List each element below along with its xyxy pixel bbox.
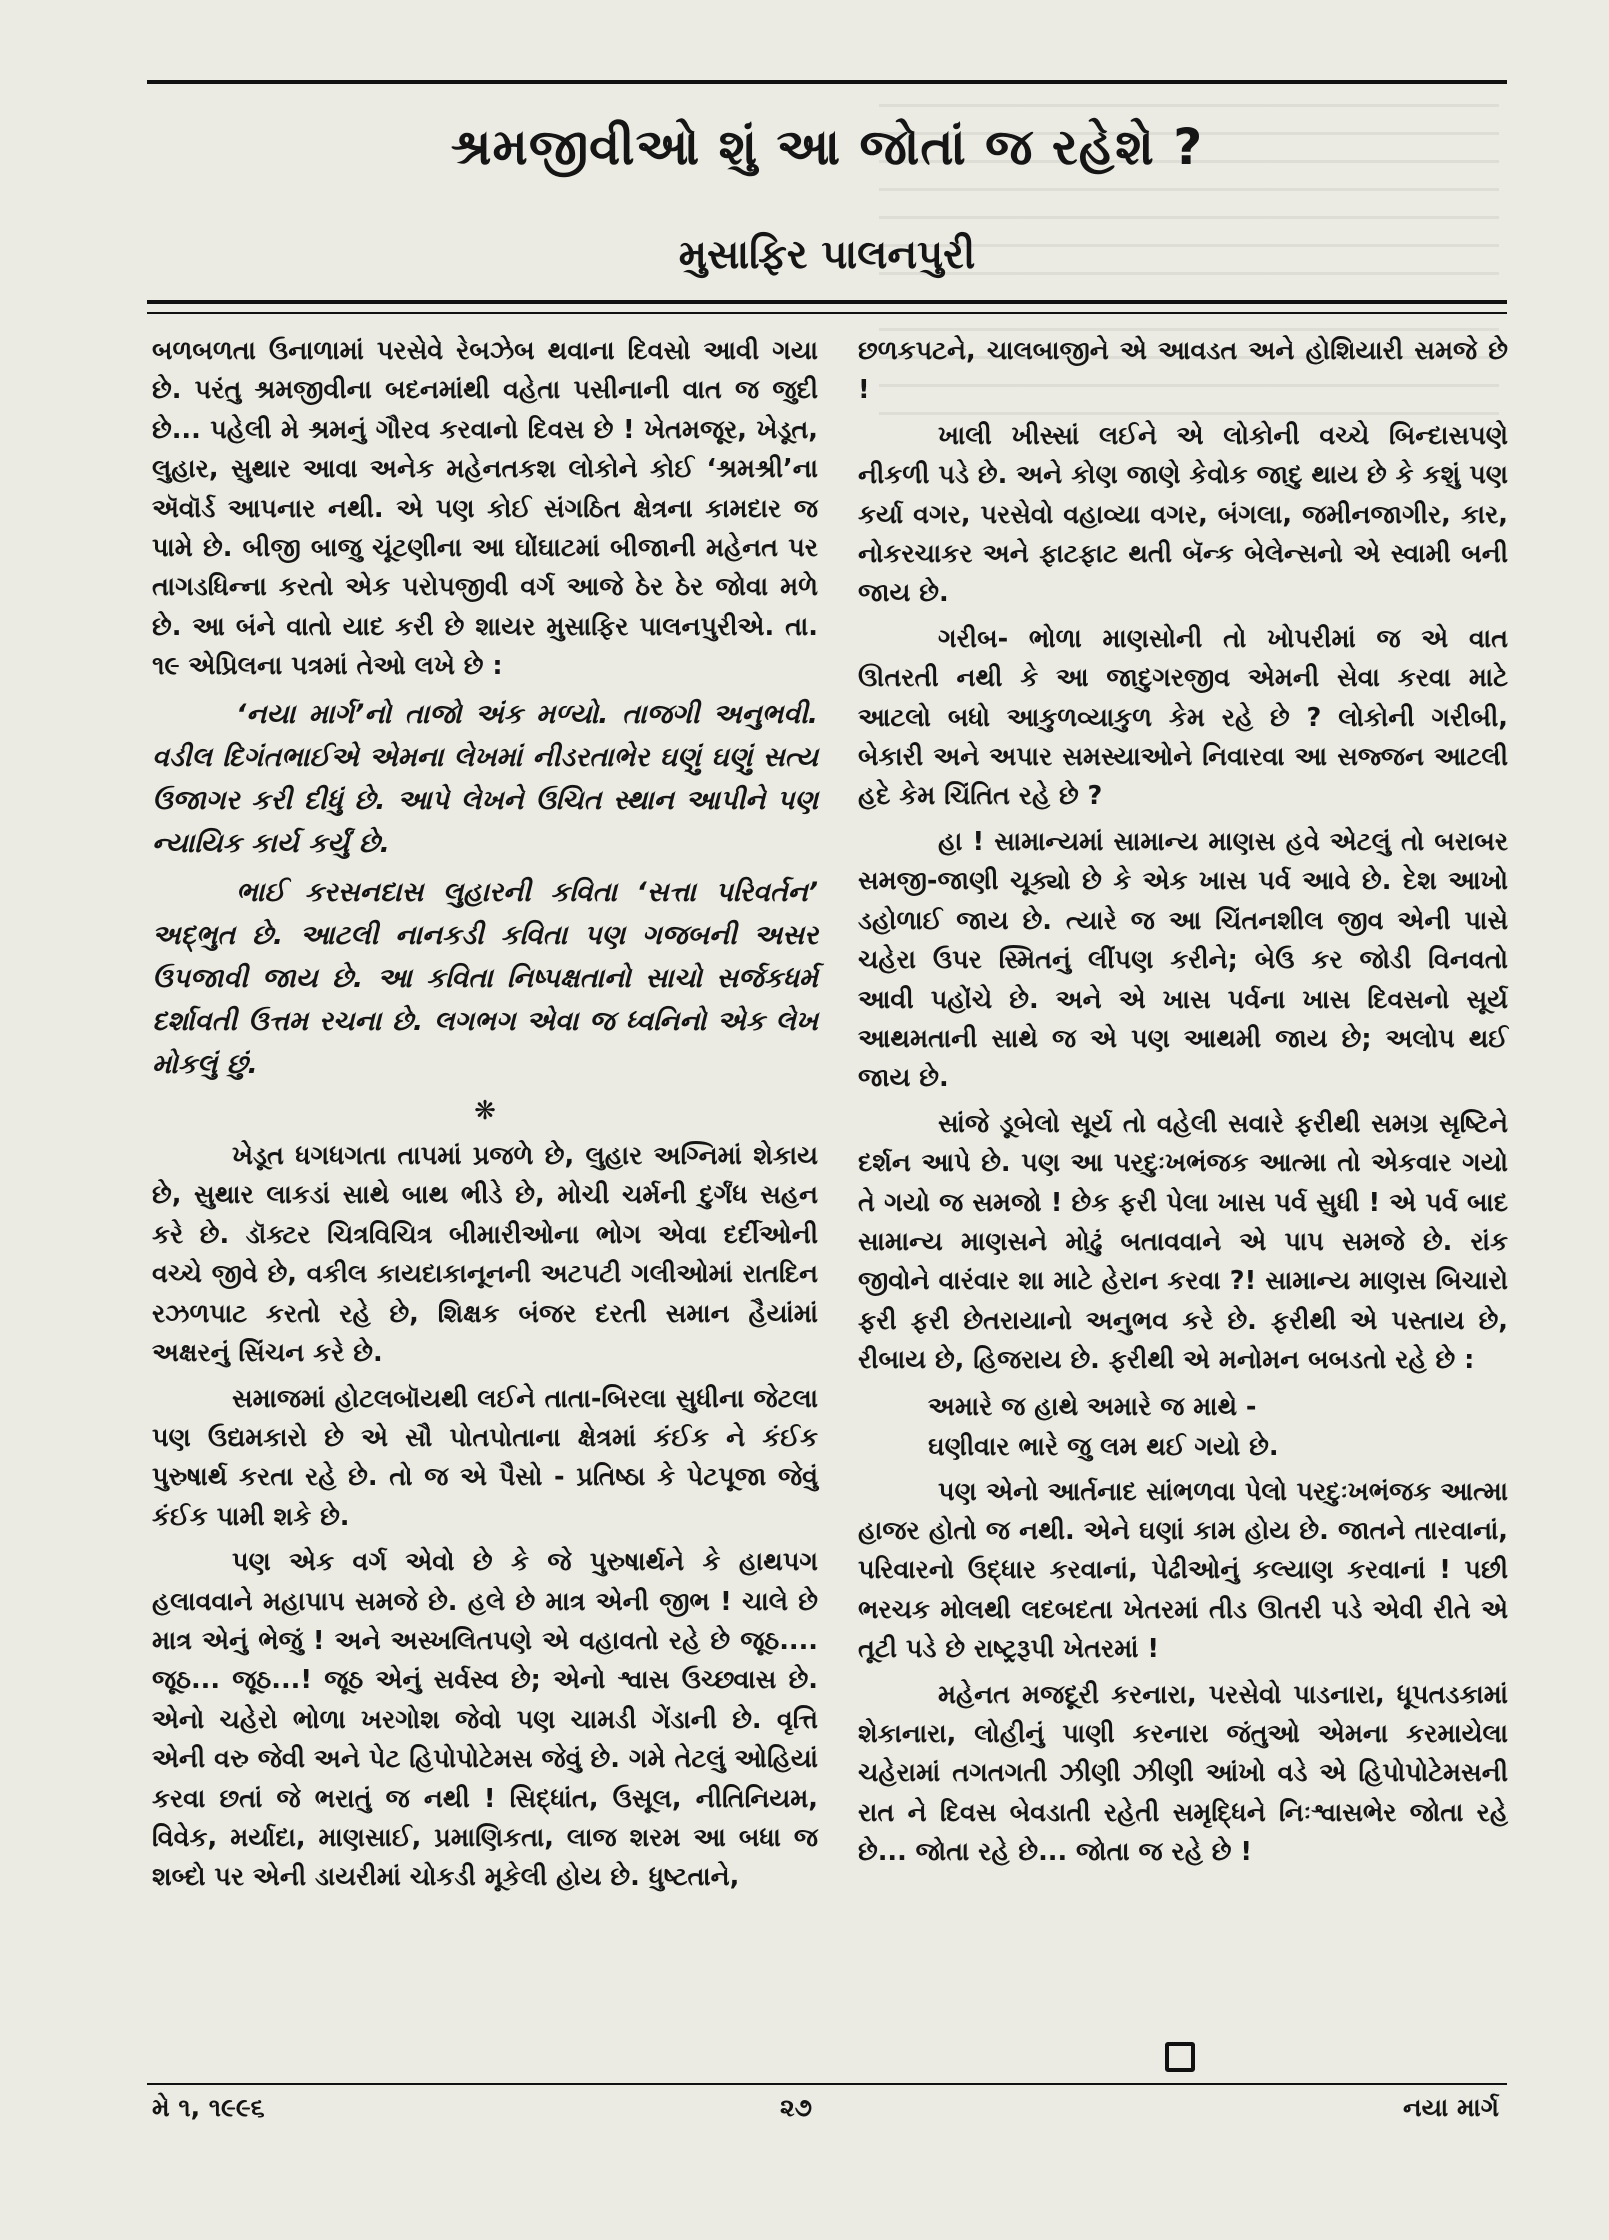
body-paragraph: મહેનત મજદૂરી કરનારા, પરસેવો પાડનારા, ધૂપતડકામાં શેકાનારા, લોહીનું પાણી કરનારા જંતુઓ એમના કરમાયેલા ચહેરામાં તગતગતી ઝીણી ઝીણી આંખો વડે એ હિપોપોટેમસની રાત ને દિવસ બેવડાતી રહેતી સમૃદ્ધિને નિઃશ્વાસભેર જોતા રહે છે... જોતા રહે છે... જોતા જ રહે છે ! (858, 1679, 1508, 1868)
end-mark-icon (1165, 2042, 1195, 2072)
letter-paragraph: ભાઈ કરસનદાસ લુહારની કવિતા ‘સત્તા પરિવર્તન’ અદ્ભુત છે. આટલી નાનકડી કવિતા પણ ગજબની અસર ઉપજાવી જાય છે. આ કવિતા નિષ્પક્ષતાનો સાચો સર્જકધર્મ દર્શાવતી ઉત્તમ રચના છે. લગભગ એવા જ ધ્વનિનો એક લેખ મોકલું છું. (152, 876, 818, 1080)
poem-line: ઘણીવાર ભારે જુ લમ થઈ ગયો છે. (928, 1431, 1279, 1462)
intro-paragraph: બળબળતા ઉનાળામાં પરસેવે રેબઝેબ થવાના દિવસો આવી ગયા છે. પરંતુ શ્રમજીવીના બદનમાંથી વહેતા પસીનાની વાત જ જુદી છે... પહેલી મે શ્રમનું ગૌરવ કરવાનો દિવસ છે ! ખેતમજૂર, ખેડૂત, લુહાર, સુથાર આવા અનેક મહેનતકશ લોકોને કોઈ ‘શ્રમશ્રી’ના ઍવૉર્ડ આપનાર નથી. એ પણ કોઈ સંગઠિત ક્ષેત્રના કામદાર જ પામે છે. બીજી બાજુ ચૂંટણીના આ ઘોંઘાટમાં બીજાની મહેનત પર તાગડધિન્ના કરતો એક પરોપજીવી વર્ગ આજે ઠેર ઠેર જોવા મળે છે. આ બંને વાતો યાદ કરી છે શાયર મુસાફિર પાલનપુરીએ. તા. ૧૯ એપ્રિલના પત્રમાં તેઓ લખે છે : (152, 336, 818, 682)
left-column (152, 332, 818, 1904)
publication-name: નયા માર્ગ (1403, 2093, 1499, 2122)
body-paragraph: ગરીબ- ભોળા માણસોની તો ખોપરીમાં જ એ વાત ઊતરતી નથી કે આ જાદુગરજીવ એમની સેવા કરવા માટે આટલો બધો આકુળવ્યાકુળ કેમ રહે છે ? લોકોની ગરીબી, બેકારી અને અપાર સમસ્યાઓને નિવારવા આ સજ્જન આટલી હદે કેમ ચિંતિત રહે છે ? (858, 623, 1508, 812)
top-rule (147, 80, 1507, 84)
article-title: શ્રમજીવીઓ શું આ જોતાં જ રહેશે ? (450, 118, 1204, 176)
body-paragraph: સમાજમાં હોટલબૉયથી લઈને તાતા-બિરલા સુધીના જેટલા પણ ઉદ્યમકારો છે એ સૌ પોતપોતાના ક્ષેત્રમાં કંઈક ને કંઈક પુરુષાર્થ કરતા રહે છે. તો જ એ પૈસો - પ્રતિષ્ઠા કે પેટપૂજા જેવું કંઈક પામી શકે છે. (152, 1383, 818, 1532)
poem-line: અમારે જ હાથે અમારે જ માથે - (928, 1391, 1257, 1422)
body-paragraph: હા ! સામાન્યમાં સામાન્ય માણસ હવે એટલું તો બરાબર સમજી-જાણી ચૂક્યો છે કે એક ખાસ પર્વ આવે છે. દેશ આખો ડહોળાઈ જાય છે. ત્યારે જ આ ચિંતનશીલ જીવ એની પાસે ચહેરા ઉપર સ્મિતનું લીંપણ કરીને; બેઉ કર જોડી વિનવતો આવી પહોંચે છે. અને એ ખાસ પર્વના ખાસ દિવસનો સૂર્ય આથમતાની સાથે જ એ પણ આથમી જાય છે; અલોપ થઈ જાય છે. (858, 826, 1508, 1094)
footer-date: મે ૧, ૧૯૯૬ (152, 2093, 265, 2122)
page-number: ૨૭ (780, 2093, 813, 2122)
body-paragraph: સાંજે ડૂબેલો સૂર્ય તો વહેલી સવારે ફરીથી સમગ્ર સૃષ્ટિને દર્શન આપે છે. પણ આ પરદુઃખભંજક આત્મા તો એકવાર ગયો તે ગયો જ સમજો ! છેક ફરી પેલા ખાસ પર્વ સુધી ! એ પર્વ બાદ સામાન્ય માણસને મોઢું બતાવવાને એ પાપ સમજે છે. રાંક જીવોને વારંવાર શા માટે હેરાન કરવા ?! સામાન્ય માણસ બિચારો ફરી ફરી છેતરાયાનો અનુભવ કરે છે. ફરીથી એ પસ્તાય છે, રીબાય છે, હિજરાય છે. ફરીથી એ મનોમન બબડતો રહે છે : (858, 1108, 1508, 1376)
header-rule-thin (147, 312, 1507, 314)
footer-rule (147, 2083, 1507, 2085)
body-paragraph: ખેડૂત ધગધગતા તાપમાં પ્રજળે છે, લુહાર અગ્નિમાં શેકાય છે, સુથાર લાકડાં સાથે બાથ ભીડે છે, મોચી ચર્મની દુર્ગંધ સહન કરે છે. ડૉક્ટર ચિત્રવિચિત્ર બીમારીઓના ભોગ એવા દર્દીઓની વચ્ચે જીવે છે, વકીલ કાયદાકાનૂનની અટપટી ગલીઓમાં રાતદિન રઝળપાટ કરતો રહે છે, શિક્ષક બંજર દરતી સમાન હૈયાંમાં અક્ષરનું સિંચન કરે છે. (152, 1141, 818, 1369)
body-paragraph: પણ એનો આર્તનાદ સાંભળવા પેલો પરદુઃખભંજક આત્મા હાજર હોતો જ નથી. એને ઘણાં કામ હોય છે. જાતને તારવાનાં, પરિવારનો ઉદ્ધાર કરવાનાં, પેઢીઓનું કલ્યાણ કરવાનાં ! પછી ભરચક મોલથી લદબદતા ખેતરમાં તીડ ઊતરી પડે એવી રીતે એ તૂટી પડે છે રાષ્ટ્રરૂપી ખેતરમાં ! (858, 1476, 1508, 1665)
article-author: મુસાફિર પાલનપુરી (678, 232, 976, 278)
letter-paragraph: ‘નયા માર્ગ’નો તાજો અંક મળ્યો. તાજગી અનુભવી. વડીલ દિગંતભાઈએ એમના લેખમાં નીડરતાભેર ઘણું ઘણું સત્ય ઉજાગર કરી દીધું છે. આપે લેખને ઉચિત સ્થાન આપીને પણ ન્યાયિક કાર્ય કર્યું છે. (152, 698, 818, 859)
body-paragraph: ખાલી ખીસ્સાં લઈને એ લોકોની વચ્ચે બિન્દાસપણે નીકળી પડે છે. અને કોણ જાણે કેવોક જાદુ થાય છે કે કશું પણ કર્યા વગર, પરસેવો વહાવ્યા વગર, બંગલા, જમીનજાગીર, કાર, નોકરચાકર અને ફાટફાટ થતી બૅન્ક બેલેન્સનો એ સ્વામી બની જાય છે. (858, 420, 1508, 609)
header-rule (147, 300, 1507, 304)
body-paragraph: પણ એક વર્ગ એવો છે કે જે પુરુષાર્થને કે હાથપગ હલાવવાને મહાપાપ સમજે છે. હલે છે માત્ર એની જીભ ! ચાલે છે માત્ર એનું ભેજું ! અને અસ્ખલિતપણે એ વહાવતો રહે છે જૂઠ.... જૂઠ... જૂઠ...! જૂઠ એનું સર્વસ્વ છે; એનો શ્વાસ ઉચ્છ્વાસ છે. એનો ચહેરો ભોળા ખરગોશ જેવો પણ ચામડી ગેંડાની છે. વૃત્તિ એની વરુ જેવી અને પેટ હિપોપોટેમસ જેવું છે. ગમે તેટલું ઓહિયાં કરવા છતાં જે ભરાતું જ નથી ! સિદ્ધાંત, ઉસૂલ, નીતિનિયમ, વિવેક, મર્યાદા, માણસાઈ, પ્રમાણિકતા, લાજ શરમ આ બધા જ શબ્દો પર એની ડાયરીમાં ચોકડી મૂકેલી હોય છે. ધુષ્ટતાને, (152, 1547, 818, 1893)
body-paragraph: છળકપટને, ચાલબાજીને એ આવડત અને હોશિયારી સમજે છે ! (858, 336, 1508, 406)
section-separator: ❋ (474, 1095, 496, 1126)
right-column (858, 332, 1508, 1879)
poem-quote (858, 1387, 1508, 1467)
